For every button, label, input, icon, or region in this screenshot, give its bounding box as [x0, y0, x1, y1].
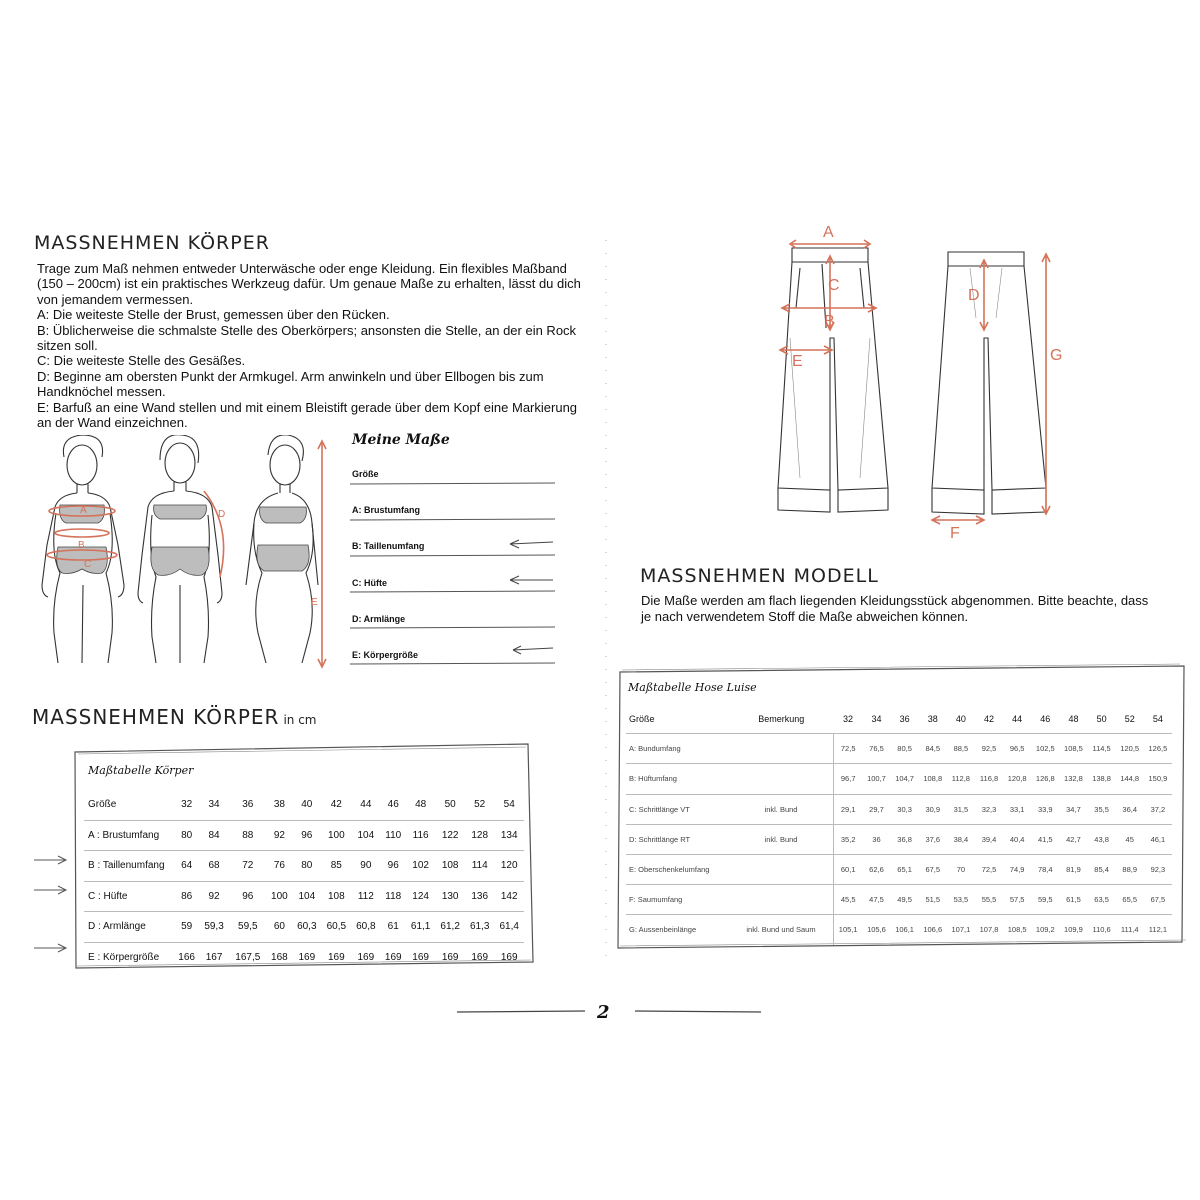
table-cell: 61,3	[469, 921, 490, 933]
table-cell: 169	[441, 951, 459, 963]
table-cell: 169	[471, 951, 489, 963]
table-cell: 45	[1125, 834, 1134, 844]
model-label-a: A	[823, 224, 834, 241]
table-cell: 39,4	[981, 834, 997, 844]
table-cell: 65,5	[1122, 895, 1138, 905]
table-header-cell: 32	[181, 799, 193, 811]
table-cell: 105,6	[867, 925, 886, 935]
table-cell: 120,8	[1007, 774, 1027, 784]
table-cell: 33,9	[1038, 804, 1053, 814]
table-cell: 106,1	[895, 925, 914, 935]
model-description: Die Maße werden am flach liegenden Kleidungsstück abgenommen. Bitte beachte, dass je nach verwendetem Stoff die Maße abweichen können.	[641, 593, 1149, 624]
table-cell: inkl. Bund	[729, 794, 834, 824]
table-cell	[729, 885, 834, 915]
section-heading-model: MASSNEHMEN MODELL	[640, 565, 879, 587]
table-cell: 88	[242, 829, 254, 841]
table-cell: 100	[271, 890, 288, 902]
table-row	[626, 764, 1172, 794]
table-cell: G: Aussenbeinlänge	[629, 925, 697, 935]
table-cell: 124	[412, 890, 429, 902]
table-cell: 167	[205, 951, 223, 963]
table-cell: 111,4	[1120, 925, 1139, 935]
table-cell: 169	[500, 951, 518, 963]
model-label-e: E	[792, 353, 803, 370]
table-cell: 37,2	[1150, 804, 1166, 814]
table-cell: 132,8	[1064, 774, 1083, 784]
table-cell: 138,8	[1092, 774, 1111, 784]
intro-item-a: A: Die weiteste Stelle der Brust, gemessen über den Rücken.	[37, 307, 390, 323]
model-label-f: F	[950, 525, 960, 542]
table-header-cell: 54	[503, 799, 515, 811]
table-cell: 136	[471, 890, 489, 902]
table-cell: 134	[500, 829, 518, 841]
table-cell: 65,1	[897, 865, 912, 875]
body-table-title: Maßtabelle Körper	[88, 764, 194, 777]
table-cell: 60,5	[326, 921, 347, 933]
table-cell: 31,5	[953, 804, 969, 814]
trousers-size-table	[626, 704, 1172, 945]
table-cell: 120,5	[1120, 744, 1140, 754]
table-cell: 80	[181, 829, 193, 841]
table-cell: 72	[242, 860, 254, 872]
table-cell: 32,3	[981, 804, 997, 814]
table-cell: 104,7	[895, 774, 914, 784]
table-header-cell: 38	[927, 713, 938, 724]
table-cell: 107,1	[951, 925, 971, 935]
table-cell: 120	[500, 860, 518, 872]
table-row	[626, 734, 1172, 764]
model-label-c: C	[828, 277, 840, 294]
table-cell: 92,5	[981, 744, 997, 754]
table-cell	[729, 854, 834, 884]
table-cell: 38,4	[953, 834, 969, 844]
intro-item-d: D: Beginne am obersten Punkt der Armkugel. Arm anwinkeln und über Ellbogen bis zum Handknöchel messen.	[37, 368, 544, 400]
table-cell: 60,8	[356, 921, 376, 933]
table-header-row	[84, 790, 524, 820]
table-cell: 72,5	[981, 865, 997, 875]
table-cell: 60,3	[297, 921, 317, 933]
model-label-d: D	[968, 287, 980, 304]
table-cell: 33,1	[1009, 804, 1025, 814]
table-cell: 85	[330, 860, 342, 872]
table-cell: 84,5	[925, 744, 941, 754]
table-cell: 61,5	[1066, 895, 1081, 905]
table-header-cell: 42	[984, 713, 995, 724]
table-cell: E : Körpergröße	[88, 951, 160, 963]
figure-label-e: E	[311, 597, 318, 608]
body-figures-illustration	[20, 435, 340, 670]
table-cell: 169	[298, 951, 316, 963]
table-cell: 108	[441, 860, 459, 872]
table-cell	[729, 764, 834, 794]
table-cell: 112,8	[951, 774, 970, 784]
field-label-taillenumfang: B: Taillenumfang	[352, 541, 425, 551]
table-cell: B: Hüftumfang	[629, 774, 677, 784]
table-header-cell: 52	[474, 799, 486, 811]
table-cell: 96	[242, 890, 254, 902]
table-cell: 92	[273, 829, 285, 841]
table-header-cell: 52	[1124, 713, 1135, 724]
table-cell: inkl. Bund	[729, 824, 834, 854]
table-cell: 80	[301, 860, 313, 872]
table-cell: E: Oberschenkelumfang	[629, 865, 710, 875]
table-header-row	[626, 704, 1172, 734]
table-cell: 114	[471, 860, 488, 872]
table-cell: 92,3	[1150, 865, 1166, 875]
table-cell: 59,3	[204, 921, 224, 933]
table-cell: 64	[181, 860, 193, 872]
table-cell: 88,5	[953, 744, 969, 754]
table-cell: 41,5	[1038, 834, 1053, 844]
figure-label-b: B	[78, 540, 85, 551]
table-cell: 67,5	[1150, 895, 1166, 905]
table-header-cell: 54	[1152, 713, 1163, 724]
body-table-heading-text: MASSNEHMEN KÖRPER	[32, 705, 280, 729]
table-cell: 30,9	[925, 804, 941, 814]
intro-text	[37, 261, 592, 430]
table-cell: 108	[327, 890, 345, 902]
field-label-armlaenge: D: Armlänge	[352, 614, 406, 624]
table-row	[626, 794, 1172, 824]
table-cell: 96	[301, 829, 313, 841]
table-cell: 59	[181, 921, 193, 933]
table-cell: A : Brustumfang	[88, 829, 160, 841]
table-cell: 108,5	[1064, 744, 1083, 754]
field-label-koerpergroesse: E: Körpergröße	[352, 650, 419, 660]
table-cell: 166	[178, 951, 195, 963]
table-header-cell: 32	[842, 713, 853, 724]
table-cell: 90	[360, 860, 372, 872]
table-cell: 104	[298, 890, 316, 902]
table-cell: 35,5	[1094, 804, 1109, 814]
table-cell: C: Schrittlänge VT	[629, 804, 690, 814]
model-label-b: B	[824, 313, 835, 330]
field-label-size: Größe	[352, 469, 379, 479]
table-cell: 105,1	[838, 925, 858, 935]
table-header-cell: 44	[1012, 713, 1023, 724]
table-cell: 45,5	[840, 895, 856, 905]
table-cell: 92	[208, 890, 220, 902]
table-header-cell: 44	[360, 799, 372, 811]
table-cell: 169	[384, 951, 402, 963]
table-row	[84, 942, 524, 972]
table-cell: 169	[327, 951, 345, 963]
table-header-cell: 38	[273, 799, 285, 811]
table-cell: 63,5	[1094, 895, 1109, 905]
table-cell: 49,5	[897, 895, 912, 905]
table-cell: 168	[271, 951, 288, 963]
meine-masse-lines	[345, 470, 560, 670]
table-cell: B : Taillenumfang	[88, 860, 165, 872]
table-cell: 102,5	[1035, 744, 1055, 754]
table-cell: 61,2	[440, 921, 460, 933]
table-cell: 126,5	[1148, 744, 1168, 754]
table-cell: 74,9	[1009, 865, 1025, 875]
table-cell: 128	[471, 829, 489, 841]
table-header-cell: Bemerkung	[758, 713, 805, 724]
table-cell: 169	[412, 951, 429, 963]
table-cell: 112,1	[1148, 925, 1167, 935]
table-cell: 40,4	[1009, 834, 1025, 844]
table-header-cell: 36	[242, 799, 254, 811]
table-cell: 88,9	[1122, 865, 1138, 875]
table-cell: 112	[357, 890, 374, 902]
table-cell: 144,8	[1120, 774, 1140, 784]
table-cell: 110	[385, 829, 402, 841]
table-cell: 122	[441, 829, 459, 841]
table-cell: 81,9	[1066, 865, 1081, 875]
table-cell: 47,5	[869, 895, 884, 905]
table-cell: 118	[385, 890, 402, 902]
table-cell: 114,5	[1092, 744, 1111, 754]
table-cell: 96,7	[840, 774, 856, 784]
table-cell: 86	[181, 890, 193, 902]
page-number: 2	[597, 1002, 610, 1023]
intro-item-e: E: Barfuß an eine Wand stellen und mit einem Bleistift gerade über dem Kopf eine Markierung an der Wand einzeichnen.	[37, 399, 578, 431]
arrow-icon	[510, 540, 553, 654]
table-row	[84, 851, 524, 882]
table-cell: 62,6	[869, 865, 884, 875]
model-label-g: G	[1050, 347, 1063, 364]
table-row	[84, 881, 524, 912]
table-cell: 42,7	[1066, 834, 1081, 844]
figure-label-d: D	[218, 509, 226, 520]
table-cell: 67,5	[925, 865, 941, 875]
table-cell: 108,5	[1007, 925, 1027, 935]
table-cell: 60,1	[840, 865, 856, 875]
table-cell: 85,4	[1094, 865, 1109, 875]
table-cell: 96	[387, 860, 399, 872]
table-cell: 55,5	[981, 895, 997, 905]
table-row	[84, 820, 524, 851]
meine-masse-title: Meine Maße	[352, 432, 450, 448]
page-number-rules	[455, 1004, 765, 1020]
table-cell: 102	[412, 860, 429, 872]
table-header-cell: 36	[899, 713, 910, 724]
table-cell: 53,5	[953, 895, 969, 905]
table-cell: 43,8	[1094, 834, 1109, 844]
field-label-huefte: C: Hüfte	[352, 578, 387, 588]
table-cell: D: Schrittlänge RT	[629, 834, 691, 844]
table-cell: 142	[500, 890, 518, 902]
table-header-cell: 40	[301, 799, 313, 811]
table-cell: 70	[956, 865, 966, 875]
intro-item-b: B: Üblicherweise die schmalste Stelle des Oberkörpers; ansonsten die Stelle, an der ein Rock sitzen soll.	[37, 322, 577, 354]
table-row	[84, 912, 524, 943]
body-size-table	[84, 790, 524, 972]
table-header-cell: 40	[955, 713, 966, 724]
table-cell: 29,1	[840, 804, 856, 814]
table-cell: 72,5	[840, 744, 856, 754]
table-cell: 61	[387, 921, 399, 933]
table-cell: 130	[441, 890, 459, 902]
table-cell: 36,4	[1122, 804, 1138, 814]
page-fold-divider	[600, 240, 612, 960]
table-row	[626, 885, 1172, 915]
table-cell: 68	[208, 860, 220, 872]
section-heading-body-table	[32, 705, 316, 729]
table-cell: D : Armlänge	[88, 921, 146, 933]
model-table-title: Maßtabelle Hose Luise	[628, 681, 757, 694]
table-cell: 109,9	[1064, 925, 1083, 935]
table-cell: 36,8	[897, 834, 912, 844]
table-cell: 76,5	[869, 744, 884, 754]
table-cell: 116,8	[979, 774, 999, 784]
trousers-illustration	[770, 218, 1070, 548]
table-cell: 46,1	[1150, 834, 1166, 844]
unit-label: in cm	[283, 713, 317, 727]
table-cell: 59,5	[1038, 895, 1053, 905]
table-header-cell: 34	[208, 799, 220, 811]
table-cell: 34,7	[1066, 804, 1081, 814]
intro-item-c: C: Die weiteste Stelle des Gesäßes.	[37, 353, 246, 369]
table-cell: 80,5	[897, 744, 912, 754]
table-header-cell: 34	[871, 713, 882, 724]
table-header-cell: 50	[1096, 713, 1107, 724]
table-header-cell: 46	[1040, 713, 1051, 724]
table-cell: 57,5	[1009, 895, 1025, 905]
table-cell: C : Hüfte	[88, 890, 128, 902]
intro-paragraph: Trage zum Maß nehmen entweder Unterwäsche oder enge Kleidung. Ein flexibles Maßband (150 – 200cm) ist ein praktisches Werkzeug dafür. Um genaue Maße zu erhalten, lässt du dich von jemandem vermessen.	[37, 261, 581, 307]
table-cell: 29,7	[869, 804, 884, 814]
table-header-cell: 48	[415, 799, 427, 811]
table-cell: 60	[273, 921, 285, 933]
table-cell: 167,5	[235, 951, 261, 963]
table-cell: 84	[208, 829, 220, 841]
table-cell: A: Bundumfang	[629, 744, 681, 754]
table-cell: 109,2	[1035, 925, 1055, 935]
table-cell: 96,5	[1009, 744, 1025, 754]
table-cell: 35,2	[840, 834, 856, 844]
table-cell: 78,4	[1038, 865, 1053, 875]
field-label-brustumfang: A: Brustumfang	[352, 505, 420, 515]
table-cell	[729, 734, 834, 764]
table-cell: 100,7	[867, 774, 886, 784]
table-cell: 107,8	[979, 925, 999, 935]
table-header-cell: 48	[1068, 713, 1079, 724]
table-cell: inkl. Bund und Saum	[729, 915, 834, 945]
table-cell: 169	[357, 951, 375, 963]
table-cell: 61,4	[499, 921, 519, 933]
section-heading-body: MASSNEHMEN KÖRPER	[34, 232, 270, 254]
figure-label-c: C	[84, 559, 92, 570]
table-header-cell: 46	[387, 799, 399, 811]
table-cell: 116	[412, 829, 429, 841]
table-cell: 76	[273, 860, 285, 872]
arrow-icon	[34, 856, 66, 952]
table-row	[626, 915, 1172, 945]
table-header-cell: Größe	[629, 713, 655, 724]
table-cell: 104	[357, 829, 375, 841]
table-cell: 37,6	[925, 834, 941, 844]
table-cell: 51,5	[925, 895, 941, 905]
table-header-cell: 50	[444, 799, 456, 811]
table-cell: F: Saumumfang	[629, 895, 683, 905]
table-cell: 108,8	[923, 774, 943, 784]
table-cell: 106,6	[923, 925, 943, 935]
figure-label-a: A	[80, 505, 87, 516]
table-row	[626, 854, 1172, 884]
table-row	[626, 824, 1172, 854]
table-cell: 100	[327, 829, 345, 841]
table-header-cell: Größe	[88, 799, 117, 811]
table-cell: 59,5	[238, 921, 258, 933]
table-cell: 126,8	[1035, 774, 1055, 784]
table-header-cell: 42	[330, 799, 342, 811]
table-cell: 61,1	[410, 921, 431, 933]
table-cell: 30,3	[897, 804, 912, 814]
table-cell: 36	[872, 834, 881, 844]
table-cell: 110,6	[1092, 925, 1111, 935]
table-cell: 150,9	[1148, 774, 1168, 784]
